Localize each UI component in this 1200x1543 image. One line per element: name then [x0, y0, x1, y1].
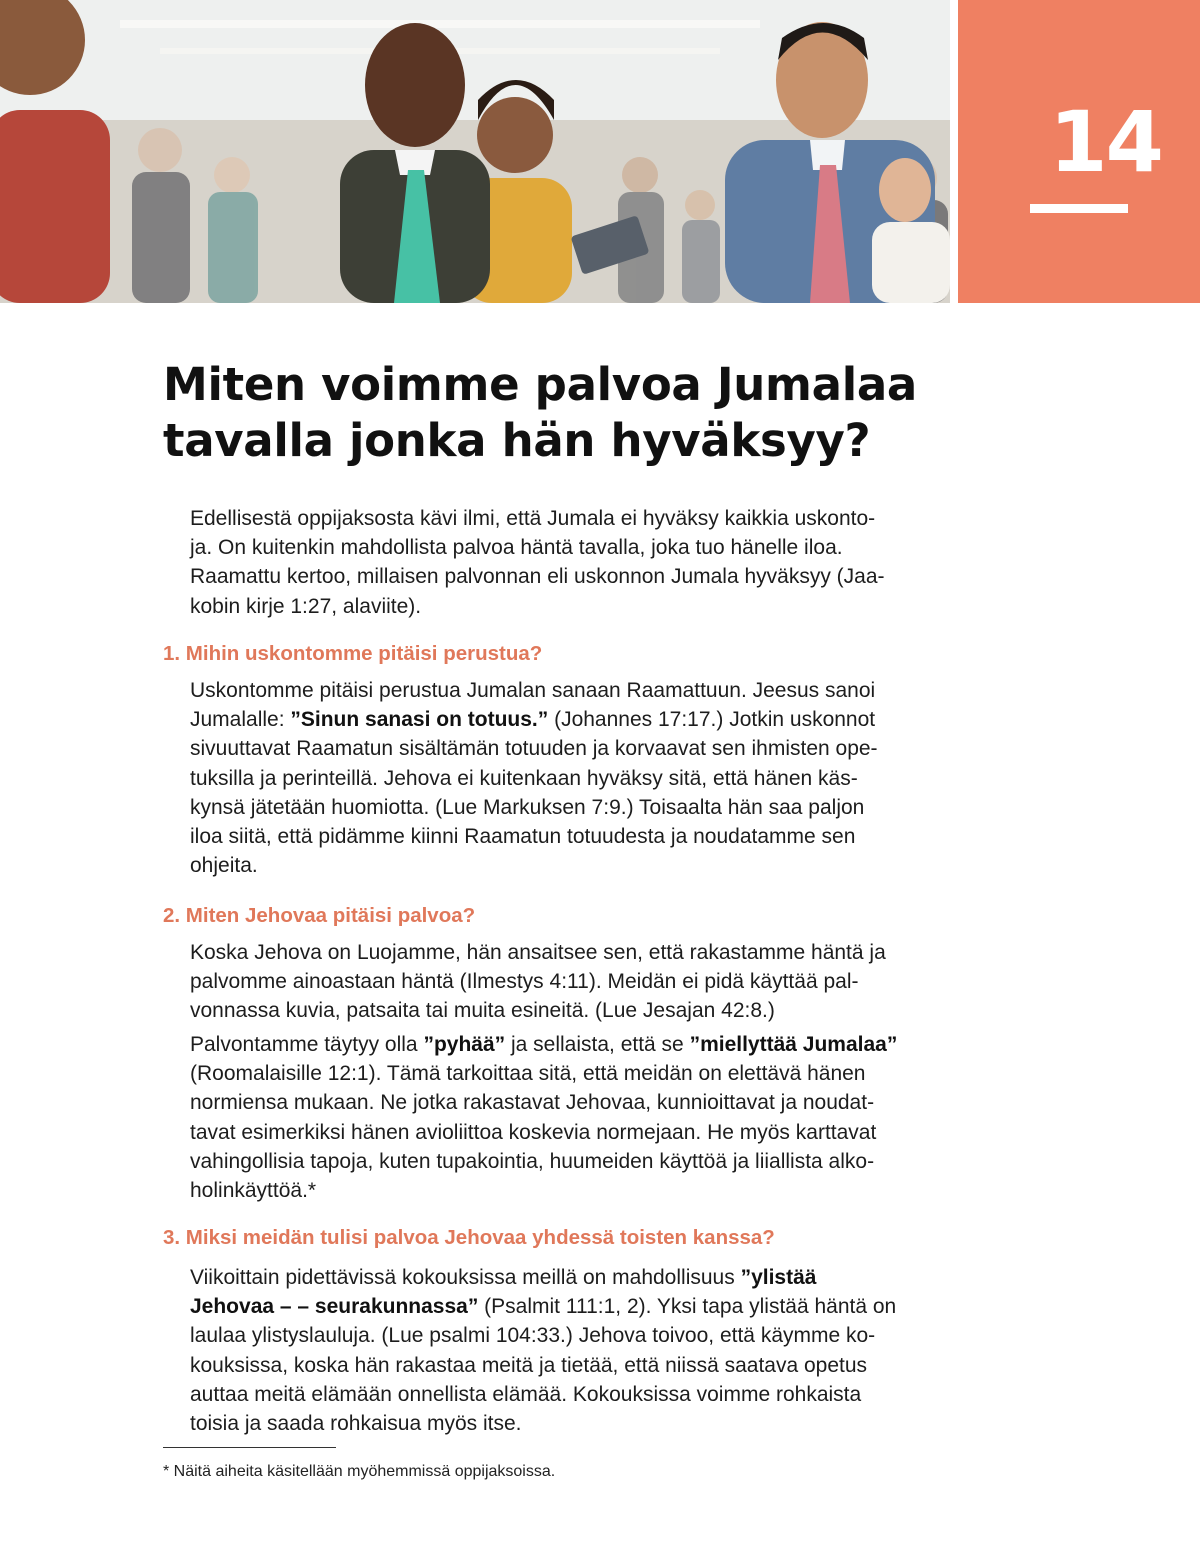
- section-2-paragraph-1: [190, 938, 951, 1026]
- paragraph-line: vonnassa kuvia, patsaita tai muita esineitä. (Lue Jesajan 42:8.): [190, 999, 775, 1023]
- paragraph-line: auttaa meitä elämään onnellista elämää. Kokouksissa voimme rohkaista: [190, 1382, 862, 1406]
- paragraph-line: (Roomalaisille 12:1). Tämä tarkoittaa sitä, että meidän on elettävä hänen: [190, 1062, 866, 1086]
- paragraph-line: tavat esimerkiksi hänen avioliittoa koskevia normejaan. He myös karttavat: [190, 1120, 877, 1144]
- paragraph-line: kouksissa, koska hän rakastaa meitä ja tietää, että niissä saatava opetus: [190, 1353, 868, 1377]
- paragraph-line: ohjeita.: [190, 854, 258, 878]
- intro-line: ja. On kuitenkin mahdollista palvoa häntä tavalla, joka tuo hänelle iloa.: [190, 536, 843, 560]
- section-heading-1: 1. Mihin uskontomme pitäisi perustua?: [163, 642, 543, 665]
- paragraph-line: Viikoittain pidettävissä kokouksissa meillä on mahdollisuus ”ylistää: [190, 1266, 817, 1289]
- congregation-singing-illustration: [0, 0, 950, 303]
- footnote: * Näitä aiheita käsitellään myöhemmissä oppijaksoissa.: [163, 1463, 556, 1480]
- paragraph-line: Uskontomme pitäisi perustua Jumalan sanaan Raamattuun. Jeesus sanoi: [190, 679, 876, 702]
- intro-paragraph: [190, 504, 951, 621]
- intro-line: Raamattu kertoo, millaisen palvonnan eli uskonnon Jumala hyväksyy (Jaa-: [190, 565, 885, 589]
- paragraph-line: Palvontamme täytyy olla ”pyhää” ja sellaista, että se ”miellyttää Jumalaa”: [190, 1033, 898, 1056]
- paragraph-line: Jehovaa – – seurakunnassa” (Psalmit 111:1, 2). Yksi tapa ylistää häntä on: [190, 1295, 897, 1319]
- paragraph-line: normiensa mukaan. Ne jotka rakastavat Jehovaa, kunnioittavat ja noudat-: [190, 1091, 875, 1115]
- chapter-number-underline: [1030, 204, 1128, 213]
- section-heading-3: 3. Miksi meidän tulisi palvoa Jehovaa yhdessä toisten kanssa?: [163, 1226, 775, 1249]
- paragraph-line: palvomme ainoastaan häntä (Ilmestys 4:11). Meidän ei pidä käyttää pal-: [190, 970, 859, 994]
- paragraph-line: toisia ja saada rohkaisua myös itse.: [190, 1412, 522, 1436]
- emphasized-quote: ”pyhää”: [423, 1033, 506, 1056]
- section-3-paragraph: [190, 1263, 951, 1438]
- paragraph-line: kynsä jätetään huomiotta. (Lue Markuksen 7:9.) Toisaalta hän saa paljon: [190, 795, 865, 819]
- paragraph-line: sivuuttavat Raamatun sisältämän totuuden ja korvaavat sen ihmisten ope-: [190, 737, 878, 761]
- paragraph-line: vahingollisia tapoja, kuten tupakointia, huumeiden käyttöä ja liiallista alko-: [190, 1149, 875, 1173]
- section-heading-2: 2. Miten Jehovaa pitäisi palvoa?: [163, 904, 476, 927]
- emphasized-quote: Jehovaa – – seurakunnassa”: [190, 1295, 479, 1319]
- emphasized-quote: ”ylistää: [740, 1266, 817, 1289]
- header-photo: [0, 0, 950, 303]
- emphasized-quote: ”miellyttää Jumalaa”: [689, 1033, 898, 1056]
- section-2-paragraph-2: [190, 1030, 951, 1205]
- paragraph-line: Koska Jehova on Luojamme, hän ansaitsee sen, että rakastamme häntä ja: [190, 941, 886, 964]
- page-title-line: Miten voimme palvoa Jumalaa: [163, 358, 917, 411]
- chapter-number: 14: [1049, 93, 1162, 191]
- emphasized-quote: ”Sinun sanasi on totuus.”: [290, 708, 549, 732]
- paragraph-line: holinkäyttöä.*: [190, 1179, 317, 1203]
- paragraph-line: Jumalalle: ”Sinun sanasi on totuus.” (Johannes 17:17.) Jotkin uskonnot: [190, 708, 876, 732]
- footnote-divider: [163, 1447, 336, 1448]
- paragraph-line: laulaa ylistyslauluja. (Lue psalmi 104:33.) Jehova toivoo, että käymme ko-: [190, 1324, 876, 1348]
- chapter-badge: [958, 0, 1200, 303]
- paragraph-line: iloa siitä, että pidämme kiinni Raamatun totuudesta ja noudatamme sen: [190, 825, 856, 849]
- intro-line: Edellisestä oppijaksosta kävi ilmi, että Jumala ei hyväksy kaikkia uskonto-: [190, 507, 876, 530]
- page-title: [163, 357, 1063, 469]
- paragraph-line: tuksilla ja perinteillä. Jehova ei kuitenkaan hyväksy sitä, että hänen käs-: [190, 766, 858, 790]
- section-1-paragraph: [190, 676, 951, 880]
- intro-line: kobin kirje 1:27, alaviite).: [190, 594, 422, 618]
- page-title-line: tavalla jonka hän hyväksyy?: [163, 414, 871, 467]
